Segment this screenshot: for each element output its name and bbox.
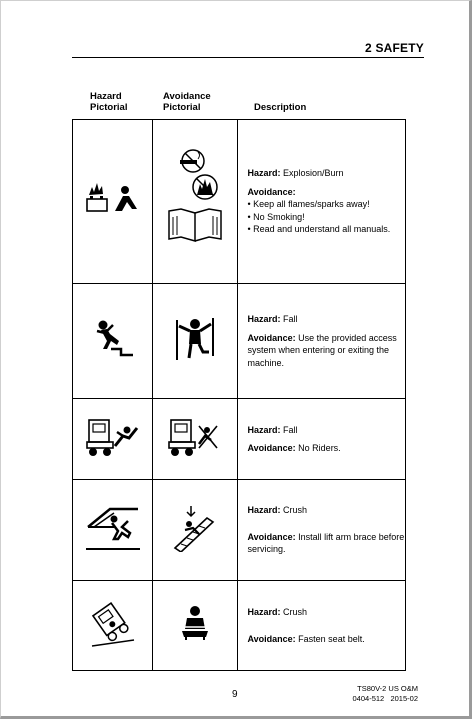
rollover-crush-icon — [90, 596, 136, 650]
avoidance-list — [247, 198, 405, 236]
avoidance-line: Avoidance: No Riders. — [247, 443, 341, 453]
hazard-pictorial-cell — [73, 399, 153, 480]
description-cell — [238, 120, 406, 284]
table-row — [73, 284, 406, 399]
lift-arm-brace-icon — [171, 504, 219, 552]
page-number: 9 — [232, 689, 238, 700]
hazard-line: Hazard: Fall — [247, 314, 298, 324]
hazard-pictorial-cell — [73, 581, 153, 671]
table-row — [73, 120, 406, 284]
rider-fall-icon — [85, 416, 141, 458]
safety-table — [72, 119, 406, 671]
avoidance-pictorial-cell — [153, 399, 238, 480]
table-row — [73, 480, 406, 581]
document-code: 0404-512 2015-02 — [352, 694, 418, 703]
column-header-avoidance: Avoidance Pictorial — [163, 91, 211, 113]
list-item: • Keep all flames/sparks away! — [247, 199, 370, 210]
table-row — [73, 399, 406, 480]
column-header-hazard: Hazard Pictorial — [90, 91, 128, 113]
description-cell — [238, 284, 406, 399]
document-info — [353, 684, 418, 704]
title-rule — [72, 57, 424, 58]
avoidance-pictorial-cell — [153, 284, 238, 399]
avoidance-line: Avoidance: Use the provided access system when entering or exiting the machine. — [247, 332, 397, 368]
hazard-line: Hazard: Crush — [247, 607, 308, 617]
document-id: TS80V-2 US O&M — [357, 684, 418, 693]
avoidance-pictorial-cell — [153, 581, 238, 671]
hazard-pictorial-cell — [73, 284, 153, 399]
hazard-line: Hazard: Explosion/Burn — [247, 168, 344, 179]
avoidance-line: Avoidance: Fasten seat belt. — [247, 633, 365, 644]
avoidance-line: Avoidance: Install lift arm brace before servicing. — [247, 531, 405, 555]
table-row — [73, 581, 406, 671]
hazard-line: Hazard: Fall — [247, 424, 298, 435]
description-cell — [238, 399, 406, 480]
explosion-burn-icon — [85, 181, 141, 217]
fall-icon — [91, 319, 135, 359]
hazard-pictorial-cell — [73, 120, 153, 284]
three-point-access-icon — [173, 316, 217, 362]
no-riders-icon — [167, 416, 223, 458]
description-cell — [238, 480, 406, 581]
hazard-pictorial-cell — [73, 480, 153, 581]
list-item: • Read and understand all manuals. — [247, 224, 391, 235]
description-cell — [238, 581, 406, 671]
avoidance-pictorial-cell — [153, 120, 238, 284]
column-header-description: Description — [254, 102, 307, 113]
section-title: 2 SAFETY — [365, 41, 424, 55]
seat-belt-icon — [178, 605, 212, 641]
avoidance-pictorial-cell — [153, 480, 238, 581]
no-smoking-no-flames-read-manual-icon — [165, 149, 225, 249]
avoidance-line: Avoidance: — [247, 186, 296, 197]
hazard-line: Hazard: Crush — [247, 505, 308, 516]
list-item: • No Smoking! — [247, 211, 305, 222]
crush-lift-arm-icon — [84, 503, 142, 553]
